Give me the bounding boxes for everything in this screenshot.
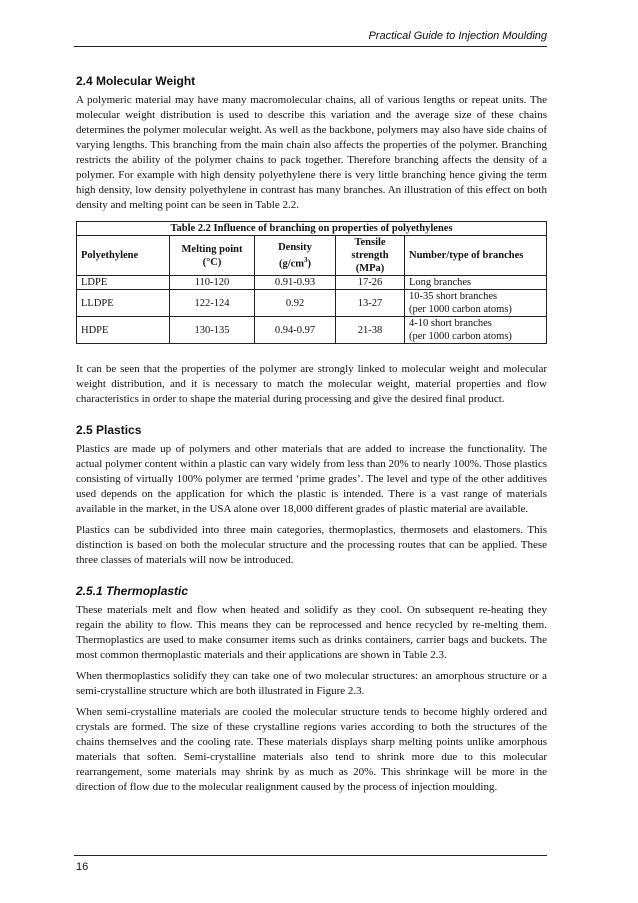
table-header-row	[77, 236, 547, 276]
cell-melting-point: 110-120	[170, 276, 255, 290]
header-tensile-strength	[336, 236, 405, 276]
paragraph-2-4-intro: A polymeric material may have many macromolecular chains, all of various lengths or repeat units. The molecular weight distribution is used to describe this variation and the average size of these chains determines the polymer molecular weight. As well as the backbone, polymers may also have side chains of varying lengths. This branching from the main chain also affects the properties of the polymer. Branching restricts the ability of the polymer chains to pack together. Therefore branching affects the density of a polymer. For example with high density polyethylene there is very little branching hence giving the term high density, low density polyethylene in contrast has many branches. An illustration of this effect on both density and melting point can be seen in Table 2.2.	[76, 94, 547, 211]
cell-density: 0.94-0.97	[255, 317, 336, 344]
running-header: Practical Guide to Injection Moulding	[368, 30, 547, 42]
header-rule	[74, 46, 547, 47]
table-row	[77, 276, 547, 290]
section-heading-2-5: 2.5 Plastics	[76, 423, 142, 437]
header-density	[255, 236, 336, 276]
header-density-close: )	[307, 258, 312, 270]
header-melting-line1: Melting point	[181, 243, 243, 255]
section-heading-2-4: 2.4 Molecular Weight	[76, 74, 196, 88]
header-melting-line2: (°C)	[202, 256, 222, 268]
cell-melting-point: 122-124	[170, 290, 255, 317]
cell-tensile-strength: 13-27	[336, 290, 405, 317]
header-tensile-line2: strength	[351, 250, 389, 261]
page-number: 16	[76, 861, 89, 873]
header-tensile-line3: (MPa)	[355, 263, 385, 274]
paragraph-2-5-1: Plastics are made up of polymers and other materials that are added to increase the functionality. The actual polymer content within a plastic can vary widely from less than 20% to nearly 100%. Those plastics consisting of virtually 100% polymer are termed ‘prime grades’. The level and type of the other additives used depends on the application for which the plastic is intended. There is a vast range of materials available in the market, in the USA alone over 18,000 different grades of plastic material are available.	[76, 443, 547, 515]
paragraph-2-5-2: Plastics can be subdivided into three main categories, thermoplastics, thermosets and elastomers. This distinction is based on both the molecular structure and the processing routes that can be applied. These three classes of materials will now be introduced.	[76, 524, 547, 566]
cell-polyethylene: HDPE	[77, 317, 170, 344]
cell-branches-line2: (per 1000 carbon atoms)	[409, 331, 512, 342]
paragraph-2-5-1-a: These materials melt and flow when heated and solidify as they cool. On subsequent re-heating they regain the ability to flow. This means they can be reprocessed and hence recycled by re-melting them. Thermoplastics are used to make consumer items such as drinks containers, carrier bags and buckets. The most common thermoplastic materials and their applications are shown in Table 2.3.	[76, 604, 547, 661]
footer-rule	[74, 855, 547, 856]
cell-branches	[405, 290, 547, 317]
cell-branches-line1: 10-35 short branches	[409, 291, 498, 302]
page-body	[76, 74, 547, 801]
paragraph-2-4-conclusion: It can be seen that the properties of the polymer are strongly linked to molecular weight and molecular weight distribution, and it is necessary to match the molecular weight, material properties and flow characteristics in order to shape the material during processing and give the desired final product.	[76, 363, 547, 405]
cell-branches-line2: (per 1000 carbon atoms)	[409, 304, 512, 315]
cell-polyethylene: LLDPE	[77, 290, 170, 317]
header-density-line2: (g/cm	[278, 258, 305, 270]
cell-tensile-strength: 17-26	[336, 276, 405, 290]
header-branches: Number/type of branches	[405, 236, 547, 276]
paragraph-2-5-1-c: When semi-crystalline materials are cooled the molecular structure tends to become highly ordered and crystals are formed. The size of these crystalline regions varies according to both the structures of the chains themselves and the cooling rate. These materials displays sharp melting points unlike amorphous materials that soften. Semi-crystalline materials also tend to shrink more due to this molecular rearrangement, some materials may shrink by as much as 20%. This shrinkage will be more in the direction of flow due to the molecular realignment caused by the process of injection moulding.	[76, 706, 547, 793]
cell-density: 0.92	[255, 290, 336, 317]
table-caption: Table 2.2 Influence of branching on properties of polyethylenes	[77, 222, 547, 236]
cell-density: 0.91-0.93	[255, 276, 336, 290]
cell-branches-line1: Long branches	[409, 277, 472, 288]
cell-melting-point: 130-135	[170, 317, 255, 344]
header-density-line1: Density	[278, 241, 312, 253]
table-row	[77, 290, 547, 317]
header-tensile-line1: Tensile	[354, 237, 386, 248]
cell-branches	[405, 276, 547, 290]
cell-branches	[405, 317, 547, 344]
cell-tensile-strength: 21-38	[336, 317, 405, 344]
header-polyethylene: Polyethylene	[77, 236, 170, 276]
cell-branches-line1: 4-10 short branches	[409, 318, 492, 329]
cell-polyethylene: LDPE	[77, 276, 170, 290]
paragraph-2-5-1-b: When thermoplastics solidify they can take one of two molecular structures: an amorphous structure or a semi-crystalline structure which are both illustrated in Figure 2.3.	[76, 670, 547, 697]
section-heading-2-5-1: 2.5.1 Thermoplastic	[76, 584, 189, 598]
header-density-sup: 3	[304, 255, 308, 264]
table-2-2	[76, 221, 547, 344]
table-row	[77, 317, 547, 344]
header-melting-point	[170, 236, 255, 276]
